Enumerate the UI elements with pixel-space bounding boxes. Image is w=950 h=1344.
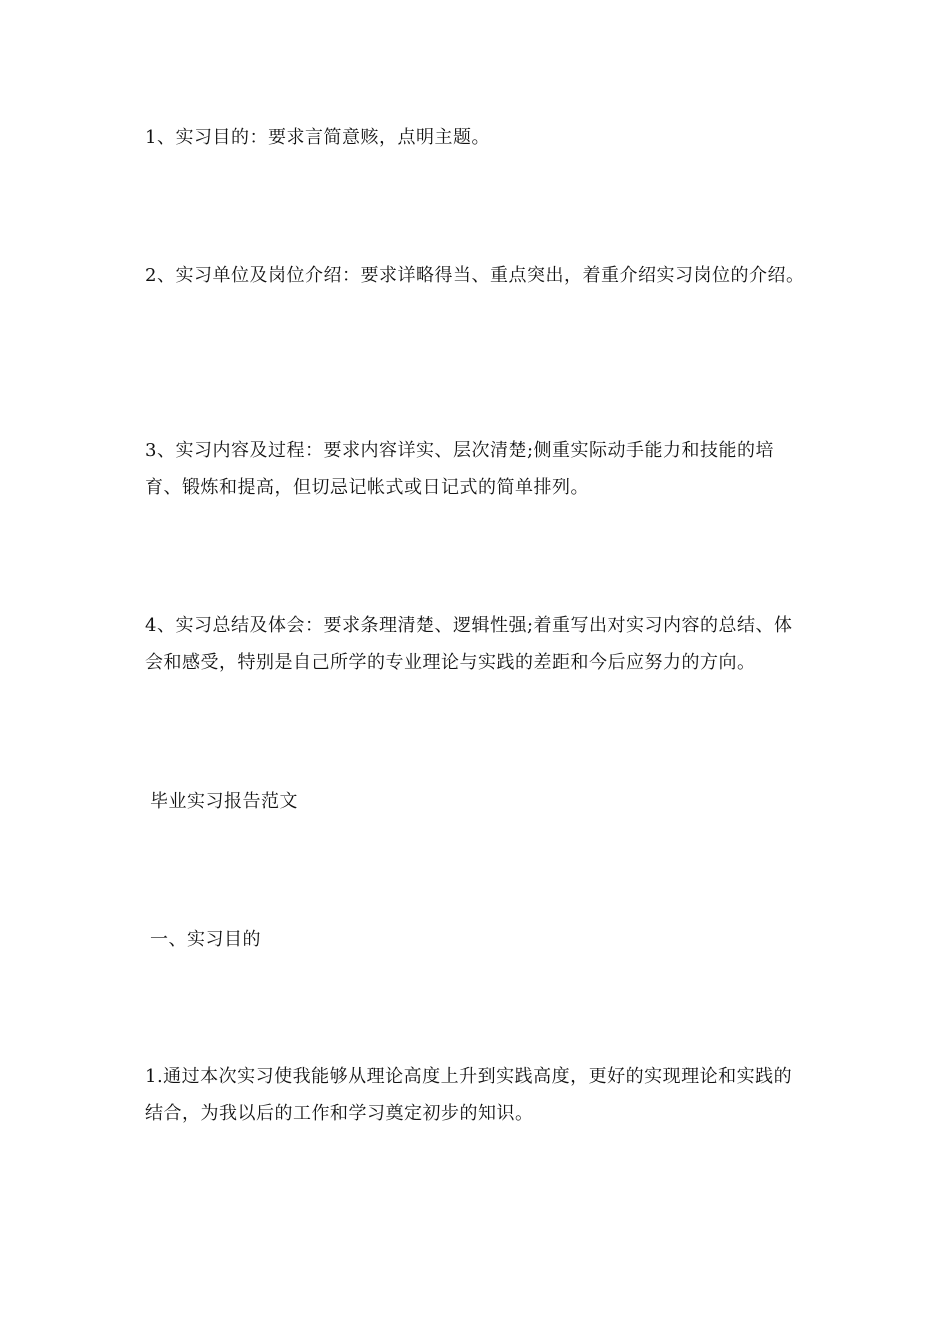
document-title: 毕业实习报告范文 (150, 791, 298, 812)
paragraph-2: 2、实习单位及岗位介绍：要求详略得当、重点突出，着重介绍实习岗位的介绍。 (145, 265, 805, 286)
paragraph-3: 3、实习内容及过程：要求内容详实、层次清楚;侧重实际动手能力和技能的培育、锻炼和提高，但切忌记帐式或日记式的简单排列。 (145, 440, 775, 498)
paragraph-4: 4、实习总结及体会：要求条理清楚、逻辑性强;着重写出对实习内容的总结、体会和感受，特别是自己所学的专业理论与实践的差距和今后应努力的方向。 (145, 615, 793, 673)
section-heading: 一、实习目的 (150, 929, 261, 950)
paragraph-1: 1、实习目的：要求言简意赅，点明主题。 (145, 127, 490, 148)
section-paragraph: 1.通过本次实习使我能够从理论高度上升到实践高度，更好的实现理论和实践的结合，为我以后的工作和学习奠定初步的知识。 (145, 1066, 793, 1124)
